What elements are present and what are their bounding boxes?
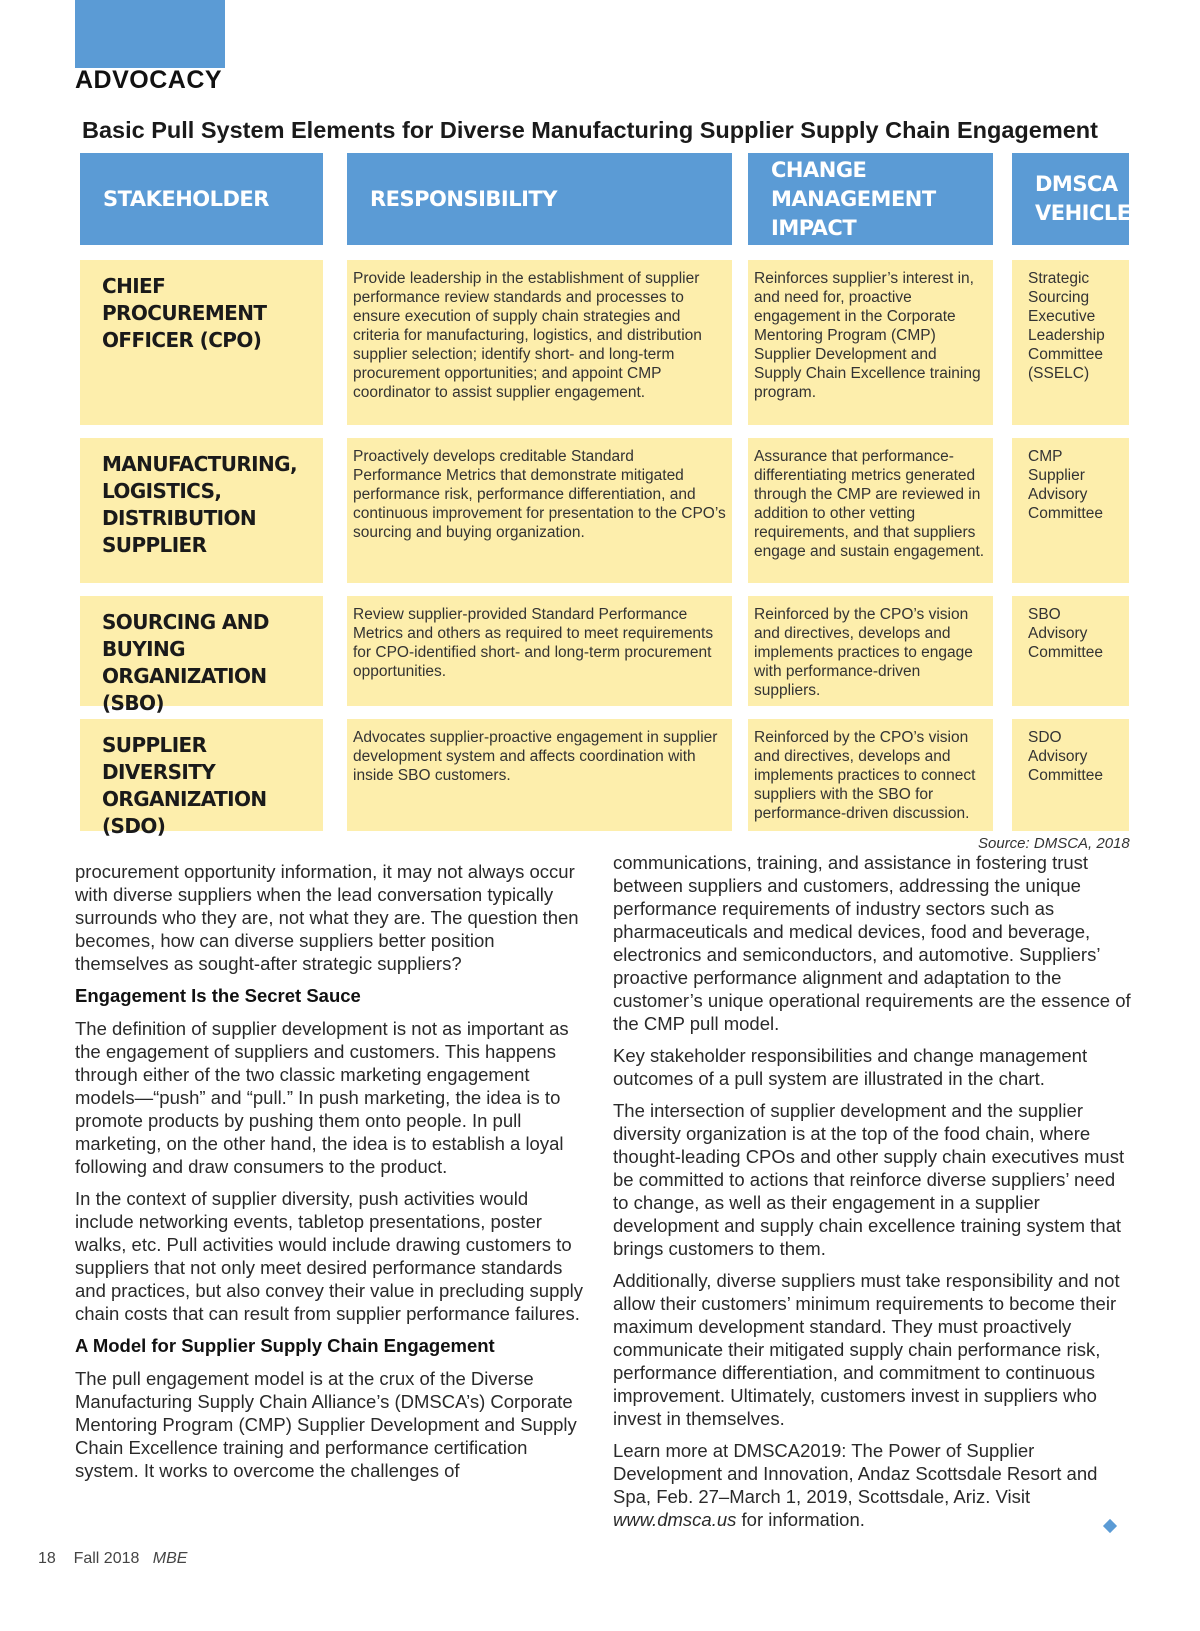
article-subheading: Engagement Is the Secret Sauce [75,985,361,1006]
table-row-vehicle: CMP Supplier Advisory Committee [1012,438,1129,583]
article-subheading: A Model for Supplier Supply Chain Engagement [75,1335,495,1356]
article-paragraph: The definition of supplier development is not as important as the engagement of suppliers and customers. This happens through either of the two classic marketing engagement models—“push” and “pull.” In push marketing, the idea is to promote products by pushing them onto people. In pull marketing, on the other hand, the idea is to establish a loyal following and draw consumers to the product. [75,1018,569,1177]
table-row-responsibility: Advocates supplier-proactive engagement in supplier development system and affects coordination with inside SBO customers. [347,719,732,831]
table-title: Basic Pull System Elements for Diverse Manufacturing Supplier Supply Chain Engagement [82,117,1098,143]
column-header-responsibility: RESPONSIBILITY [347,153,732,245]
table-row-stakeholder: CHIEF PROCUREMENT OFFICER (CPO) [80,260,323,425]
column-header-stakeholder: STAKEHOLDER [80,153,323,245]
section-label: ADVOCACY [75,66,223,94]
table-row-responsibility: Proactively develops creditable Standard Performance Metrics that demonstrate mitigated performance risk, performance differentiation, and continuous improvement for presentation to the CPO’s sourcing and buying organization. [347,438,732,583]
article-paragraph: communications, training, and assistance in fostering trust between suppliers and customers, addressing the unique performance requirements of industry sectors such as pharmaceuticals and medical devices, food and beverage, electronics and semiconductors, and automotive. Suppliers’ proactive performance alignment and adaptation to the customer’s unique operational requirements are the essence of the CMP pull model. [613,852,1131,1034]
article-paragraph: The intersection of supplier development and the supplier diversity organization is at the top of the food chain, where thought-leading CPOs and other supply chain executives must be committed to actions that reinforce diverse suppliers’ need to change, as well as their engagement in a supplier development and supply chain excellence training system that brings customers to them. [613,1100,1125,1259]
table-row-impact: Reinforced by the CPO’s vision and directives, develops and implements practices to engage with performance-driven suppliers. [748,596,993,706]
page-footer [38,1550,187,1568]
column-header-dmsca-vehicle: DMSCA VEHICLE [1012,153,1129,245]
article-paragraph-closing [613,1439,1133,1531]
issue-date: Fall 2018 [73,1550,140,1567]
page-number: 18 [38,1550,56,1567]
closing-text: Learn more at DMSCA2019: The Power of Supplier Development and Innovation, Andaz Scottsdale Resort and Spa, Feb. 27–March 1, 2019, Scottsdale, Ariz. Visit [613,1440,1098,1507]
closing-text-end: for information. [736,1509,865,1530]
table-row-impact: Assurance that performance-differentiating metrics generated through the CMP are reviewed in addition to other vetting requirements, and that suppliers engage and sustain engagement. [748,438,993,583]
article-paragraph: Key stakeholder responsibilities and change management outcomes of a pull system are illustrated in the chart. [613,1045,1088,1089]
table-source-credit: Source: DMSCA, 2018 [978,835,1130,852]
article-left-column [75,860,585,1491]
table-row-stakeholder: SOURCING AND BUYING ORGANIZATION (SBO) [80,596,323,706]
magazine-name: MBE [152,1550,188,1567]
article-paragraph: procurement opportunity information, it may not always occur with diverse suppliers when the lead conversation typically surrounds who they are, not what they are. The question then becomes, how can diverse suppliers better position themselves as sought-after strategic suppliers? [75,861,579,974]
article-paragraph: Additionally, diverse suppliers must take responsibility and not allow their customers’ minimum requirements to become their maximum development standard. They must proactively communicate their mitigated supply chain performance risk, performance differentiation, and commitment to continuous improvement. Ultimately, customers invest in suppliers who invest in themselves. [613,1270,1120,1429]
table-row-responsibility: Provide leadership in the establishment of supplier performance review standards and processes to ensure execution of supply chain strategies and criteria for manufacturing, logistics, and distribution supplier selection; identify short- and long-term procurement opportunities; and appoint CMP coordinator to assist supplier engagement. [347,260,732,425]
table-row-impact: Reinforced by the CPO’s vision and directives, develops and implements practices to connect suppliers with the SBO for performance-driven discussion. [748,719,993,831]
column-header-change-management-impact: CHANGE MANAGEMENT IMPACT [748,153,993,245]
table-row-responsibility: Review supplier-provided Standard Performance Metrics and others as required to meet requirements for CPO-identified short- and long-term procurement opportunities. [347,596,732,706]
table-row-vehicle: SBO Advisory Committee [1012,596,1129,706]
dmsca-website-link[interactable]: www.dmsca.us [613,1509,737,1530]
table-row-stakeholder: MANUFACTURING, LOGISTICS, DISTRIBUTION SUPPLIER [80,438,323,583]
section-color-tab [75,0,225,68]
table-row-vehicle: Strategic Sourcing Executive Leadership Committee (SSELC) [1012,260,1129,425]
table-row-vehicle: SDO Advisory Committee [1012,719,1129,831]
article-paragraph: In the context of supplier diversity, push activities would include networking events, tabletop presentations, poster walks, etc. Pull activities would include drawing customers to suppliers that not only meet desired performance standards and practices, but also convey their value in precluding supply chain costs that can result from supplier performance failures. [75,1188,584,1324]
article-paragraph: The pull engagement model is at the crux of the Diverse Manufacturing Supply Chain Alliance’s (DMSCA’s) Corporate Mentoring Program (CMP) Supplier Development and Supply Chain Excellence training and performance certification system. It works to overcome the challenges of [75,1368,577,1481]
table-row-impact: Reinforces supplier’s interest in, and need for, proactive engagement in the Corporate Mentoring Program (CMP) Supplier Development and Supply Chain Excellence training program. [748,260,993,425]
table-row-stakeholder: SUPPLIER DIVERSITY ORGANIZATION (SDO) [80,719,323,831]
article-right-column [613,851,1133,1540]
